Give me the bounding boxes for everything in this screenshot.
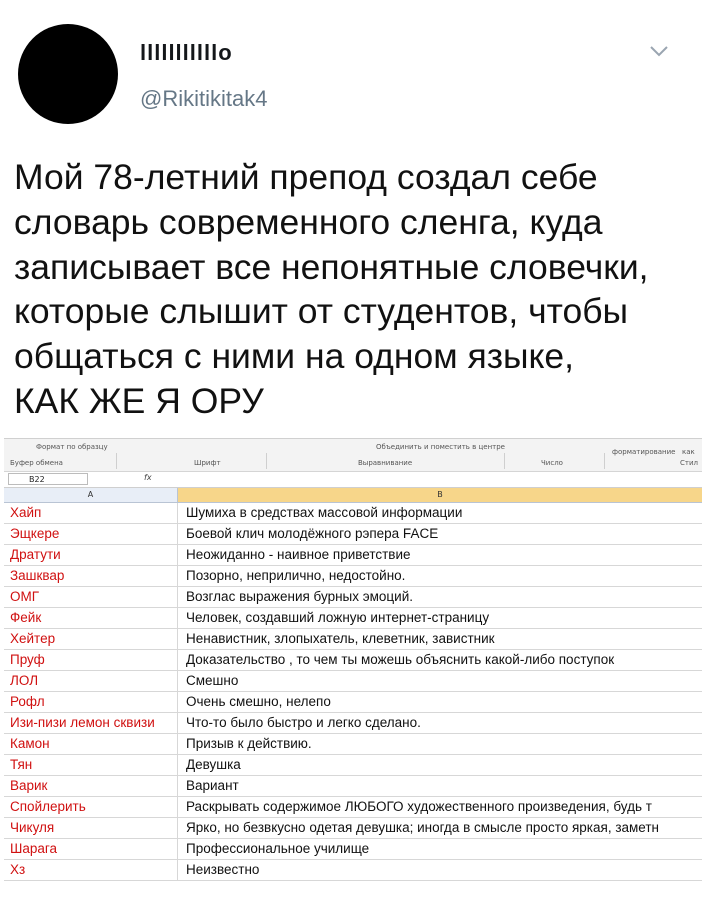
- tweet-line: записывает все непонятные словечки,: [14, 246, 649, 287]
- table-row: [4, 692, 702, 713]
- user-handle[interactable]: @Rikitikitak4: [140, 86, 268, 111]
- table-row: [4, 839, 702, 860]
- term-cell[interactable]: Хейтер: [4, 629, 178, 650]
- table-row: [4, 545, 702, 566]
- conditional-formatting-button[interactable]: форматирование: [612, 448, 676, 456]
- table-row: [4, 860, 702, 881]
- tweet-line: которые слышит от студентов, чтобы: [14, 291, 629, 332]
- alignment-group-label: Выравнивание: [358, 459, 413, 467]
- avatar[interactable]: [18, 24, 118, 124]
- spreadsheet-image[interactable]: [4, 438, 702, 915]
- tweet-line: КАК ЖЕ Я ОРУ: [14, 380, 264, 421]
- definition-cell[interactable]: Призыв к действию.: [186, 736, 312, 751]
- table-row: [4, 671, 702, 692]
- table-row: [4, 818, 702, 839]
- definition-cell[interactable]: Позорно, неприлично, недостойно.: [186, 568, 406, 583]
- term-cell[interactable]: Чикуля: [4, 818, 178, 839]
- fx-icon[interactable]: fx: [144, 473, 152, 482]
- excel-ribbon: [4, 439, 702, 472]
- column-header-b[interactable]: B: [178, 488, 702, 502]
- definition-cell[interactable]: Доказательство , то чем ты можешь объяснить какой-либо поступок: [186, 652, 615, 667]
- term-cell[interactable]: Фейк: [4, 608, 178, 629]
- definition-cell[interactable]: Возглас выражения бурных эмоций.: [186, 589, 413, 604]
- definition-cell[interactable]: Неожиданно - наивное приветствие: [186, 547, 411, 562]
- definition-cell[interactable]: Неизвестно: [186, 862, 260, 877]
- term-cell[interactable]: Хайп: [4, 503, 178, 524]
- definition-cell[interactable]: Боевой клич молодёжного рэпера FACE: [186, 526, 439, 541]
- definition-cell[interactable]: Смешно: [186, 673, 239, 688]
- table-row: [4, 524, 702, 545]
- term-cell[interactable]: Спойлерить: [4, 797, 178, 818]
- formula-bar[interactable]: [4, 472, 702, 488]
- table-row: [4, 629, 702, 650]
- definition-cell[interactable]: Очень смешно, нелепо: [186, 694, 331, 709]
- merge-center-button[interactable]: Объединить и поместить в центре: [376, 443, 505, 451]
- definition-cell[interactable]: Что-то было быстро и легко сделано.: [186, 715, 421, 730]
- term-cell[interactable]: Эщкере: [4, 524, 178, 545]
- tweet-line: словарь современного сленга, куда: [14, 201, 603, 242]
- definition-cell[interactable]: Человек, создавший ложную интернет-страницу: [186, 610, 490, 625]
- term-cell[interactable]: Тян: [4, 755, 178, 776]
- definition-cell[interactable]: Ярко, но безвкусно одетая девушка; иногда в смысле просто яркая, заметн: [186, 820, 660, 835]
- column-headers: [4, 488, 702, 503]
- term-cell[interactable]: ОМГ: [4, 587, 178, 608]
- font-group-label: Шрифт: [194, 459, 221, 467]
- table-row: [4, 650, 702, 671]
- definition-cell[interactable]: Вариант: [186, 778, 239, 793]
- term-cell[interactable]: Пруф: [4, 650, 178, 671]
- term-cell[interactable]: Зашквар: [4, 566, 178, 587]
- name-box[interactable]: B22: [8, 473, 88, 485]
- definition-cell[interactable]: Раскрывать содержимое ЛЮБОГО художественного произведения, будь т: [186, 799, 652, 814]
- table-row: [4, 566, 702, 587]
- table-row: [4, 713, 702, 734]
- chevron-down-icon[interactable]: [646, 38, 672, 64]
- table-row: [4, 608, 702, 629]
- table-row: [4, 587, 702, 608]
- definition-cell[interactable]: Девушка: [186, 757, 241, 772]
- term-cell[interactable]: Дратути: [4, 545, 178, 566]
- term-cell[interactable]: ЛОЛ: [4, 671, 178, 692]
- column-header-a[interactable]: A: [4, 488, 178, 502]
- definition-cell[interactable]: Профессиональное училище: [186, 841, 370, 856]
- term-cell[interactable]: Рофл: [4, 692, 178, 713]
- term-cell[interactable]: Изи-пизи лемон сквизи: [4, 713, 178, 734]
- clipboard-group-label: Буфер обмена: [10, 459, 63, 467]
- term-cell[interactable]: Шарага: [4, 839, 178, 860]
- tweet-text: [14, 155, 694, 424]
- styles-group-label: Стил: [680, 459, 698, 467]
- format-as-table-button[interactable]: как: [682, 448, 695, 456]
- tweet-line: общаться с ними на одном языке,: [14, 336, 575, 377]
- number-group-label: Число: [541, 459, 563, 467]
- table-row: [4, 734, 702, 755]
- table-row: [4, 776, 702, 797]
- table-row: [4, 755, 702, 776]
- table-row: [4, 797, 702, 818]
- term-cell[interactable]: Хз: [4, 860, 178, 881]
- display-name[interactable]: lllllllllllo: [140, 40, 233, 65]
- table-row: [4, 503, 702, 524]
- definition-cell[interactable]: Ненавистник, злопыхатель, клеветник, завистник: [186, 631, 495, 646]
- term-cell[interactable]: Камон: [4, 734, 178, 755]
- definition-cell[interactable]: Шумиха в средствах массовой информации: [186, 505, 463, 520]
- format-painter-button[interactable]: Формат по образцу: [36, 443, 108, 451]
- term-cell[interactable]: Варик: [4, 776, 178, 797]
- tweet-line: Мой 78-летний препод создал себе: [14, 157, 598, 197]
